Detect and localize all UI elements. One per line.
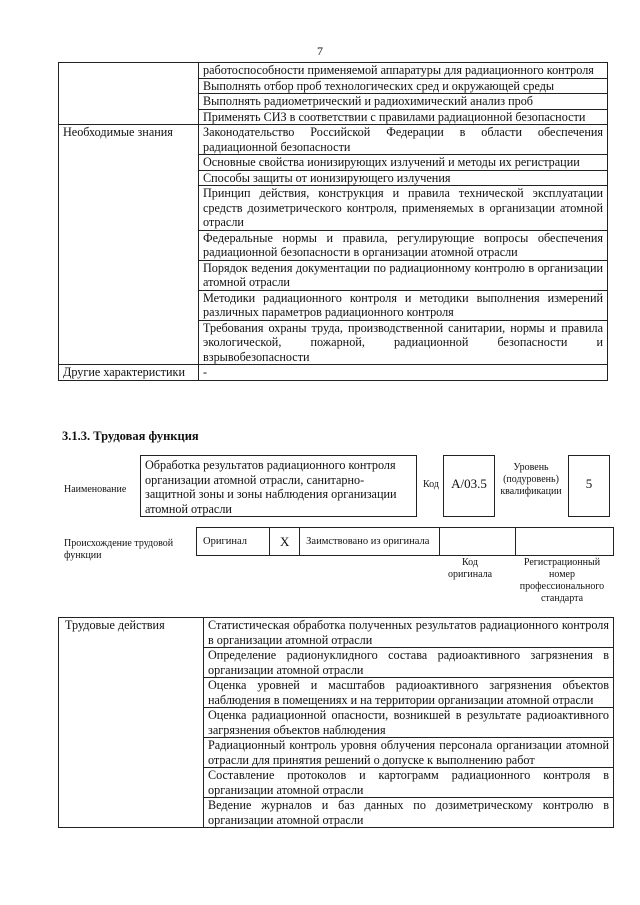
row-value: Требования охраны труда, производственной санитарии, нормы и правила экологической, пожарной, радиационной безопасности и взрывобезопасности [199,320,608,365]
page-number: 7 [317,44,323,58]
labor-action: Определение радионуклидного состава радиоактивного загрязнения в организации атомной отрасли [204,648,614,678]
labor-action: Оценка уровней и масштабов радиоактивного загрязнения объектов наблюдения в помещениях и на территории организации атомной отрасли [204,678,614,708]
code-original-cell [440,528,516,556]
row-value: Выполнять отбор проб технологических сред и окружающей среды [199,78,608,94]
reg-number-label: Регистрационный номер профессионального стандарта [519,557,605,604]
row-value: - [199,365,608,381]
table-row [59,618,614,648]
function-name: Обработка результатов радиационного контроля организации атомной отрасли, санитарно-защитной зоны и зоны наблюдения организации атомной отрасли [140,455,417,517]
labor-action: Составление протоколов и картограмм радиационного контроля в организации атомной отрасли [204,768,614,798]
section-title: 3.1.3. Трудовая функция [62,429,199,443]
table-row [59,365,608,381]
row-label [59,63,199,125]
qualification-level: 5 [568,455,610,517]
row-label-other: Другие характеристики [59,365,199,381]
row-value: Методики радиационного контроля и методики выполнения измерений различных параметров радиационного контроля [199,290,608,320]
row-value: Выполнять радиометрический и радиохимический анализ проб [199,94,608,110]
row-value: Способы защиты от ионизирующего излучения [199,170,608,186]
labor-action: Радиационный контроль уровня облучения персонала организации атомной отрасли для принятия решений о допуске к выполнению работ [204,738,614,768]
labor-actions-table [58,617,614,828]
row-value: Принцип действия, конструкция и правила технической эксплуатации средств дозиметрического контроля, применяемых в организации атомной отрасли [199,186,608,231]
labor-action: Оценка радиационной опасности, возникшей в результате радиоактивного загрязнения объектов наблюдения [204,708,614,738]
original-mark: X [270,528,300,556]
row-label-knowledge: Необходимые знания [59,125,199,365]
table-row [59,63,608,79]
original-label: Оригинал [197,528,270,556]
row-value: Порядок ведения документации по радиационному контролю в организации атомной отрасли [199,260,608,290]
code-label: Код [423,479,439,490]
row-value: Основные свойства ионизирующих излучений и методы их регистрации [199,155,608,171]
row-value: Федеральные нормы и правила, регулирующие вопросы обеспечения радиационной безопасности в организации атомной отрасли [199,230,608,260]
code-original-label: Код оригинала [447,557,493,580]
row-value: Применять СИЗ в соответствии с правилами радиационной безопасности [199,109,608,125]
name-label: Наименование [64,484,127,495]
reg-number-cell [516,528,614,556]
skills-knowledge-table [58,62,608,381]
row-value: Законодательство Российской Федерации в области обеспечения радиационной безопасности [199,125,608,155]
table-row [59,125,608,155]
borrowed-label: Заимствовано из оригинала [300,528,440,556]
level-label: Уровень (подуровень) квалификации [500,462,562,497]
labor-actions-label: Трудовые действия [59,618,204,828]
function-code: А/03.5 [443,455,495,517]
labor-action: Статистическая обработка полученных результатов радиационного контроля в организации атомной отрасли [204,618,614,648]
labor-action: Ведение журналов и баз данных по дозиметрическому контролю в организации атомной отрасли [204,798,614,828]
row-value: работоспособности применяемой аппаратуры для радиационного контроля [199,63,608,79]
origin-label: Происхождение трудовой функции [64,538,174,561]
origin-table [196,527,614,556]
